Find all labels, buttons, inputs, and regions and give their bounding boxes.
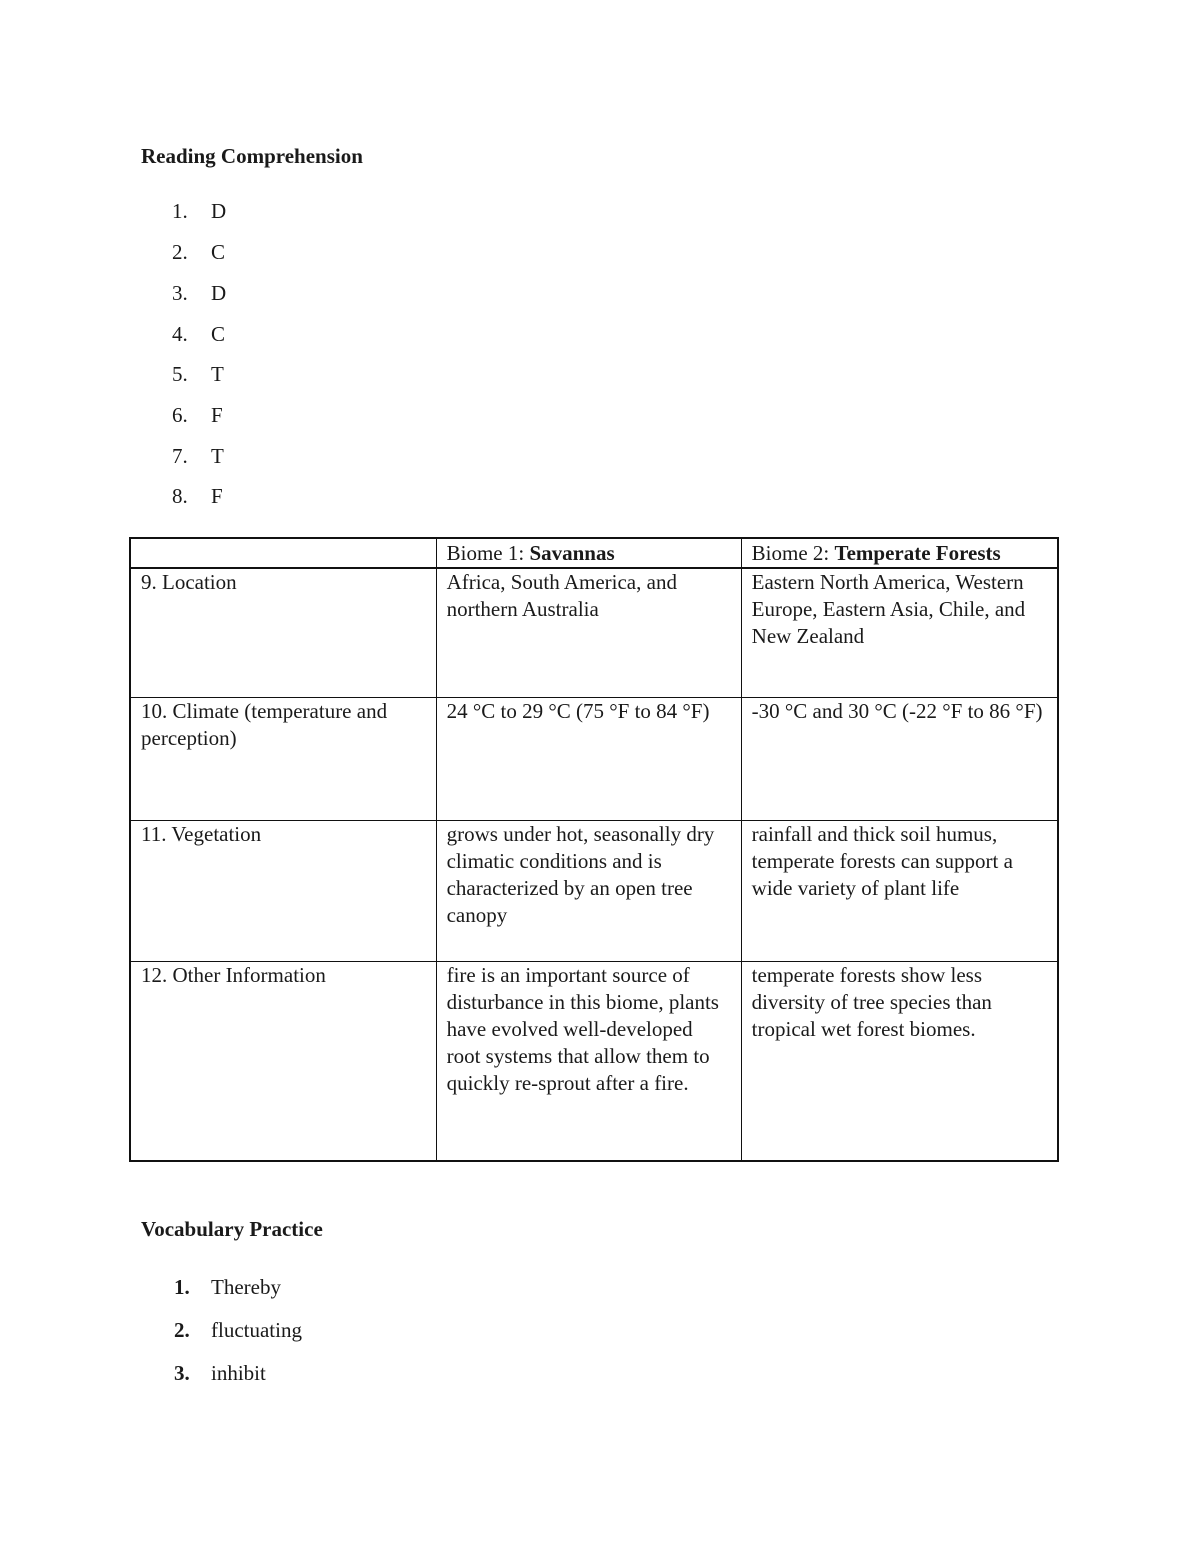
header-cell-biome2	[741, 538, 1058, 568]
biome2-cell: rainfall and thick soil humus, temperate forests can support a wide variety of plant life	[741, 821, 1058, 962]
item-answer: C	[211, 322, 226, 346]
item-answer: T	[211, 362, 224, 386]
item-answer: Thereby	[211, 1275, 281, 1299]
reading-comprehension-heading: Reading Comprehension	[141, 144, 363, 168]
item-number: 5.	[172, 362, 188, 386]
item-number: 2.	[172, 240, 188, 264]
table-row	[130, 568, 1058, 698]
biome1-cell: 24 °C to 29 °C (75 °F to 84 °F)	[436, 698, 741, 821]
row-label: 10. Climate (temperature and perception)	[130, 698, 436, 821]
item-answer: D	[211, 281, 227, 305]
biome2-prefix: Biome 2:	[751, 541, 835, 565]
item-answer: fluctuating	[211, 1318, 302, 1342]
item-number: 2.	[174, 1318, 190, 1342]
item-number: 1.	[172, 199, 188, 223]
biome2-cell: temperate forests show less diversity of tree species than tropical wet forest biomes.	[741, 962, 1058, 1162]
item-number: 8.	[172, 484, 188, 508]
table-row	[130, 698, 1058, 821]
item-number: 4.	[172, 322, 188, 346]
item-answer: F	[211, 403, 223, 427]
biome1-name: Savannas	[529, 541, 615, 565]
row-label: 9. Location	[130, 568, 436, 698]
item-number: 1.	[174, 1275, 190, 1299]
biome2-cell: Eastern North America, Western Europe, Eastern Asia, Chile, and New Zealand	[741, 568, 1058, 698]
biome2-name: Temperate Forests	[834, 541, 1001, 565]
item-answer: T	[211, 444, 224, 468]
item-answer: inhibit	[211, 1361, 266, 1385]
header-cell-biome1	[436, 538, 741, 568]
biome1-cell: fire is an important source of disturbance in this biome, plants have evolved well-developed root systems that allow them to quickly re-sprout after a fire.	[436, 962, 741, 1162]
biome1-cell: grows under hot, seasonally dry climatic conditions and is characterized by an open tree canopy	[436, 821, 741, 962]
item-number: 6.	[172, 403, 188, 427]
item-answer: F	[211, 484, 223, 508]
table-header-row	[130, 538, 1058, 568]
row-label: 12. Other Information	[130, 962, 436, 1162]
biome2-cell: -30 °C and 30 °C (-22 °F to 86 °F)	[741, 698, 1058, 821]
table-row	[130, 821, 1058, 962]
item-number: 7.	[172, 444, 188, 468]
row-label: 11. Vegetation	[130, 821, 436, 962]
item-number: 3.	[172, 281, 188, 305]
item-answer: D	[211, 199, 227, 223]
biome1-prefix: Biome 1:	[446, 541, 530, 565]
table-row	[130, 962, 1058, 1162]
biome-comparison-table	[129, 537, 1059, 1162]
vocabulary-practice-heading: Vocabulary Practice	[141, 1217, 323, 1241]
item-number: 3.	[174, 1361, 190, 1385]
header-cell-blank	[130, 538, 436, 568]
item-answer: C	[211, 240, 226, 264]
biome1-cell: Africa, South America, and northern Australia	[436, 568, 741, 698]
